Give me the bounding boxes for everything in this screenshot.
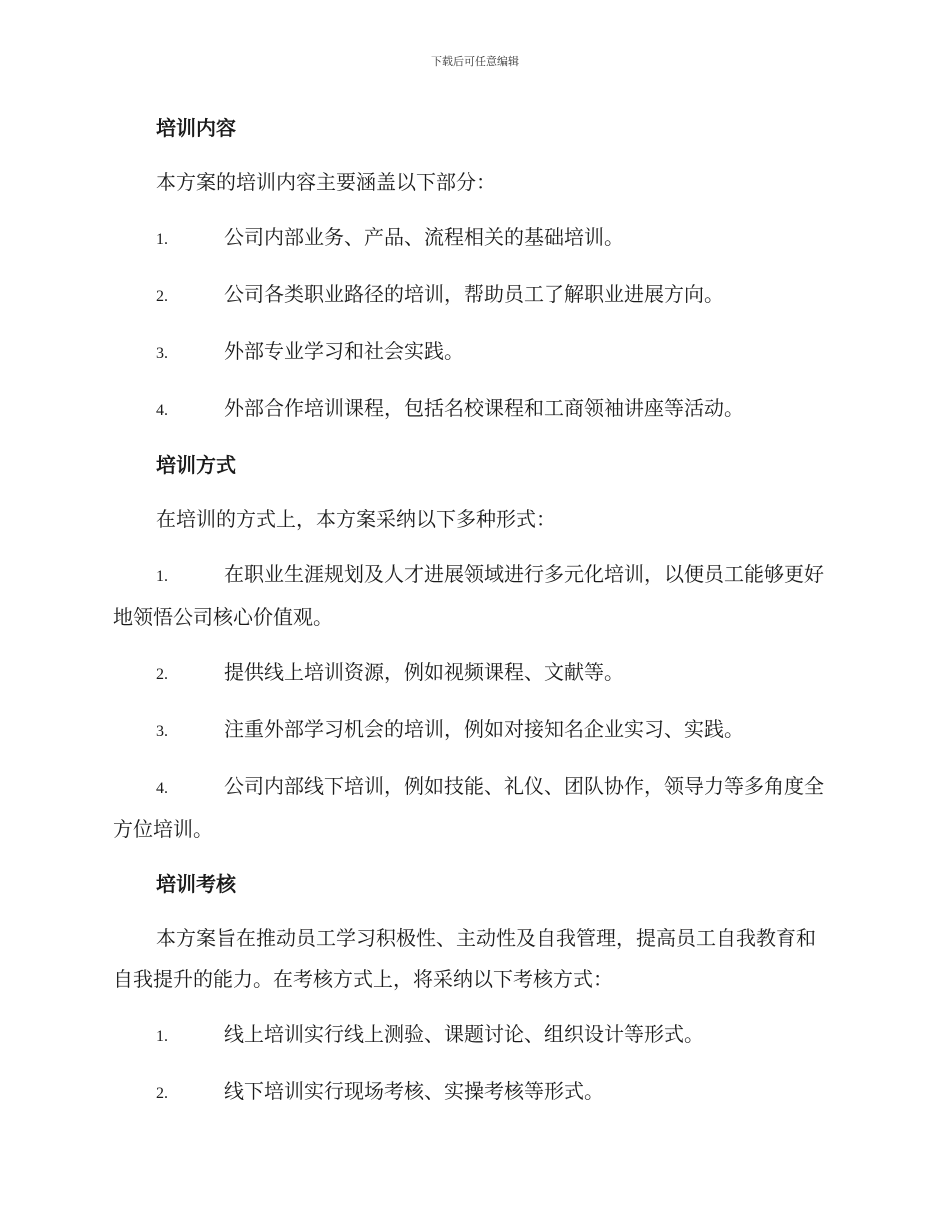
list-item [113,331,835,374]
list-item [113,554,835,638]
document-body [113,108,835,1128]
list-number: 2. [156,288,168,305]
section-intro: 本方案旨在推动员工学习积极性、主动性及自我管理，提高员工自我教育和自我提升的能力。在考核方式上，将采纳以下考核方式： [113,926,816,991]
list-number: 1. [156,1028,168,1045]
list-item-text: 线下培训实行现场考核、实操考核等形式。 [224,1079,604,1103]
list-item-text: 注重外部学习机会的培训，例如对接知名企业实习、实践。 [224,717,744,741]
page-header: 下载后可任意编辑 [431,55,519,68]
list-item-text: 线上培训实行线上测验、课题讨论、组织设计等形式。 [224,1022,704,1046]
list-number: 4. [156,402,168,419]
list-item [113,652,835,695]
list-item [113,274,835,317]
list-number: 1. [156,568,168,585]
list-number: 3. [156,723,168,740]
list-item-text: 在职业生涯规划及人才进展领域进行多元化培训，以便员工能够更好地领悟公司核心价值观。 [113,562,824,629]
section-intro: 本方案的培训内容主要涵盖以下部分： [156,170,496,194]
list-item [113,766,835,850]
list-item-text: 提供线上培训资源，例如视频课程、文献等。 [224,660,624,684]
list-number: 4. [156,780,168,797]
list-item [113,388,835,431]
section-intro: 在培训的方式上，本方案采纳以下多种形式： [156,507,556,531]
list-item-text: 公司内部业务、产品、流程相关的基础培训。 [224,225,624,249]
list-number: 2. [156,666,168,683]
list-item-text: 公司内部线下培训，例如技能、礼仪、团队协作，领导力等多角度全方位培训。 [113,774,824,841]
section-heading-training-methods: 培训方式 [156,453,236,477]
list-item [113,217,835,260]
list-item [113,709,835,752]
section-heading-training-assessment: 培训考核 [156,872,236,896]
list-item [113,1071,835,1114]
list-item [113,1014,835,1057]
list-number: 3. [156,345,168,362]
list-item-text: 外部合作培训课程，包括名校课程和工商领袖讲座等活动。 [224,396,744,420]
section-heading-training-content: 培训内容 [156,116,236,140]
list-item-text: 外部专业学习和社会实践。 [224,339,464,363]
list-item-text: 公司各类职业路径的培训，帮助员工了解职业进展方向。 [224,282,724,306]
list-number: 2. [156,1085,168,1102]
list-number: 1. [156,231,168,248]
